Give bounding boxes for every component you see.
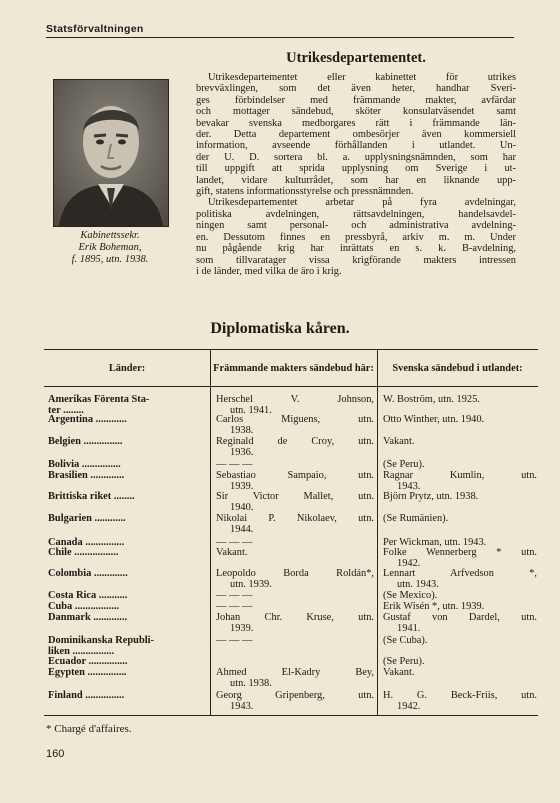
swedish-envoy-cell (383, 513, 537, 524)
caption-line: f. 1895, utn. 1938. (71, 254, 149, 265)
cell-line: Nikolai P. Nikolaev, utn. (216, 513, 374, 524)
cell-line: Folke Wennerberg * utn. (383, 547, 537, 558)
cell-line: Ecuador ............... (48, 656, 128, 667)
text-line: en. Dessutom finnes en pressbyrå, arkiv m. m. Under (196, 231, 516, 243)
text-line: bevakar svenska medborgares rätt i främmande län- (196, 117, 516, 129)
foreign-envoy-cell (216, 513, 374, 535)
cell-line: Chile ................. (48, 547, 119, 558)
text-line: ges förbindelser med främmande makter, avfärdar (196, 94, 516, 106)
portrait-photo (53, 79, 169, 227)
cell-line: Sir Victor Mallet, utn. (216, 491, 374, 502)
foreign-envoy-cell (216, 612, 374, 634)
foreign-envoy-cell (216, 568, 374, 590)
diplomatic-corps-title: Diplomatiska kåren. (210, 320, 350, 337)
cell-line: Vakant. (383, 667, 415, 678)
cell-line: 1942. (397, 558, 421, 569)
text-line: information, avseende förhållanden i utlandet. Un- (196, 140, 516, 152)
country-cell (48, 547, 208, 558)
cell-line: Danmark ............. (48, 612, 128, 623)
cell-line: 1939. (230, 481, 254, 492)
portrait-image (54, 80, 168, 226)
cell-line: Ahmed El-Kadry Bey, (216, 667, 374, 678)
swedish-envoy-cell (383, 547, 537, 569)
swedish-envoy-cell (383, 459, 537, 470)
body-paragraph (196, 197, 516, 277)
cell-line: liken ................ (48, 646, 115, 657)
cell-line: Brittiska riket ........ (48, 491, 135, 502)
foreign-envoy-cell (216, 436, 374, 458)
country-cell (48, 491, 208, 502)
country-cell (48, 394, 208, 416)
foreign-envoy-cell (216, 601, 374, 612)
country-cell (48, 635, 208, 657)
page-number: 160 (46, 748, 65, 760)
caption-line: Kabinettssekr. (80, 230, 140, 241)
section-title: Utrikesdepartementet. (286, 50, 426, 66)
text-line: nu pågående krig har inrättats en s. k. B-avdelning, (196, 243, 516, 255)
cell-line: Vakant. (216, 547, 248, 558)
cell-line: Björn Prytz, utn. 1938. (383, 491, 479, 502)
swedish-envoy-cell (383, 590, 537, 601)
country-cell (48, 667, 208, 678)
swedish-envoy-cell (383, 612, 537, 634)
text-line: ningen samt personal- och administrativa avdelning- (196, 220, 516, 232)
cell-line: Per Wickman, utn. 1943. (383, 537, 487, 548)
foreign-envoy-cell (216, 491, 374, 513)
cell-line: Gustaf von Dardel, utn. (383, 612, 537, 623)
cell-line: Canada ............... (48, 537, 125, 548)
country-cell (48, 568, 208, 579)
cell-line: 1940. (230, 502, 254, 513)
foreign-envoy-cell (216, 590, 374, 601)
country-cell (48, 601, 208, 612)
cell-line: (Se Rumänien). (383, 513, 449, 524)
foreign-envoy-cell (216, 690, 374, 712)
cell-line: Leopoldo Borda Roldán*, (216, 568, 374, 579)
country-cell (48, 459, 208, 470)
text-line: der U. D. sortera bl. a. upplysningsnämnden, som har (196, 151, 516, 163)
cell-line: utn. 1943. (397, 579, 439, 590)
country-cell (48, 414, 208, 425)
cell-line: Costa Rica ........... (48, 590, 128, 601)
country-cell (48, 513, 208, 524)
cell-line: Amerikas Förenta Sta- (48, 394, 150, 405)
header-swedish-envoys: Svenska sändebud i utlandet: (392, 362, 523, 374)
swedish-envoy-cell (383, 394, 537, 405)
cell-line: utn. 1938. (230, 678, 272, 689)
swedish-envoy-cell (383, 601, 537, 612)
country-cell (48, 690, 208, 701)
text-line: i de länder, med vilka de äro i krig. (196, 265, 342, 277)
text-line: som tillvaratager vissa krigförande makters intressen (196, 254, 516, 266)
cell-line: 1944. (230, 524, 254, 535)
text-line: gift, statens informationsstyrelse och pressnämnden. (196, 186, 414, 198)
cell-line: 1942. (397, 701, 421, 712)
swedish-envoy-cell (383, 470, 537, 492)
cell-line: (Se Cuba). (383, 635, 428, 646)
country-cell (48, 470, 208, 481)
photo-caption (46, 230, 174, 266)
cell-line: — — — (216, 537, 253, 548)
text-line: politiska avdelningen, rättsavdelningen, handelsavdel- (196, 208, 516, 220)
text-line: brevväxlingen, som det även heter, handhar Sveri- (196, 83, 516, 95)
cell-line: (Se Peru). (383, 656, 425, 667)
cell-line: Cuba ................. (48, 601, 120, 612)
foreign-envoy-cell (216, 459, 374, 470)
foreign-envoy-cell (216, 470, 374, 492)
cell-line: (Se Peru). (383, 459, 425, 470)
cell-line: — — — (216, 635, 253, 646)
cell-line: Herschel V. Johnson, (216, 394, 374, 405)
foreign-envoy-cell (216, 414, 374, 436)
cell-line: — — — (216, 601, 253, 612)
text-line: landet, vidare kulturrådet, som har en liknande upp- (196, 174, 516, 186)
body-text (196, 72, 516, 277)
text-line: der. Detta departement ombesörjer även kommersiell (196, 129, 516, 141)
country-cell (48, 590, 208, 601)
cell-line: Carlos Miguens, utn. (216, 414, 374, 425)
cell-line: 1943. (230, 701, 254, 712)
cell-line: Dominikanska Republi- (48, 635, 154, 646)
cell-line: Reginald de Croy, utn. (216, 436, 374, 447)
column-divider (210, 350, 211, 715)
running-head: Statsförvaltningen (46, 23, 514, 38)
cell-line: Vakant. (383, 436, 415, 447)
cell-line: ter ........ (48, 405, 84, 416)
body-paragraph (196, 72, 516, 197)
cell-line: Belgien ............... (48, 436, 123, 447)
cell-line: Egypten ............... (48, 667, 127, 678)
cell-line: 1939. (230, 623, 254, 634)
cell-line: — — — (216, 459, 253, 470)
cell-line: 1941. (397, 623, 421, 634)
cell-line: 1938. (230, 425, 254, 436)
foreign-envoy-cell (216, 394, 374, 416)
cell-line: Argentina ............ (48, 414, 127, 425)
swedish-envoy-cell (383, 568, 537, 590)
cell-line: Sebastiao Sampaio, utn. (216, 470, 374, 481)
cell-line: H. G. Beck-Friis, utn. (383, 690, 537, 701)
cell-line: Bolivia ............... (48, 459, 121, 470)
cell-line: Ragnar Kumlin, utn. (383, 470, 537, 481)
cell-line: Otto Winther, utn. 1940. (383, 414, 485, 425)
text-line: till uppgift att sprida upplysning om Sverige i ut- (196, 163, 516, 175)
foreign-envoy-cell (216, 547, 374, 558)
cell-line: — — — (216, 590, 253, 601)
country-cell (48, 612, 208, 623)
diplomatic-table (44, 349, 538, 716)
cell-line: utn. 1939. (230, 579, 272, 590)
caption-line: Erik Boheman, (78, 242, 142, 253)
cell-line: utn. 1941. (230, 405, 272, 416)
cell-line: 1936. (230, 447, 254, 458)
country-cell (48, 436, 208, 447)
text-line: Utrikesdepartementet eller kabinettet för utrikes (208, 72, 516, 83)
country-cell (48, 656, 208, 667)
column-divider (377, 350, 378, 715)
footnote: * Chargé d'affaires. (46, 723, 132, 735)
cell-line: Georg Gripenberg, utn. (216, 690, 374, 701)
cell-line: Finland ............... (48, 690, 125, 701)
foreign-envoy-cell (216, 635, 374, 646)
text-line: och mottager sändebud, sköter konsulatväsendet samt (196, 106, 516, 118)
header-foreign-envoys: Främmande makters sändebud här: (213, 362, 374, 374)
header-countries: Länder: (108, 362, 146, 374)
swedish-envoy-cell (383, 414, 537, 425)
cell-line: Colombia ............. (48, 568, 128, 579)
swedish-envoy-cell (383, 667, 537, 678)
cell-line: W. Boström, utn. 1925. (383, 394, 480, 405)
cell-line: Brasilien ............. (48, 470, 125, 481)
swedish-envoy-cell (383, 635, 537, 646)
cell-line: Erik Wisén *, utn. 1939. (383, 601, 485, 612)
swedish-envoy-cell (383, 690, 537, 712)
swedish-envoy-cell (383, 491, 537, 502)
cell-line: Johan Chr. Kruse, utn. (216, 612, 374, 623)
header-divider (44, 386, 538, 387)
cell-line: (Se Mexico). (383, 590, 438, 601)
foreign-envoy-cell (216, 667, 374, 689)
cell-line: 1943. (397, 481, 421, 492)
cell-line: Lennart Arfvedson *, (383, 568, 537, 579)
swedish-envoy-cell (383, 436, 537, 447)
text-line: Utrikesdepartementet arbetar på fyra avdelningar, (208, 197, 516, 209)
cell-line: Bulgarien ............ (48, 513, 126, 524)
swedish-envoy-cell (383, 656, 537, 667)
